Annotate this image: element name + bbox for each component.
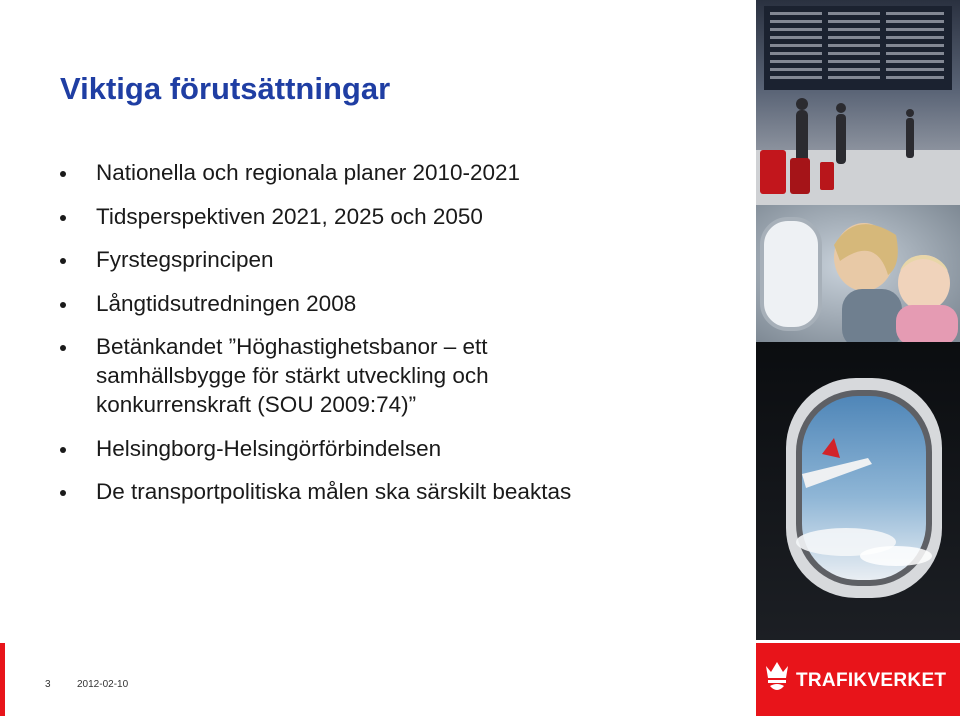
bullet-dot-icon xyxy=(60,171,66,177)
trafikverket-logo xyxy=(762,658,952,698)
bullet-text: Helsingborg-Helsingörförbindelsen xyxy=(96,435,442,461)
bullet-item xyxy=(60,477,740,506)
bullet-dot-icon xyxy=(60,490,66,496)
mother-and-child-at-airplane-window-photo xyxy=(756,205,960,342)
slide-title: Viktiga förutsättningar xyxy=(60,71,391,106)
airplane-window-view-photo xyxy=(756,342,960,640)
bullet-item xyxy=(60,434,740,463)
airport-departure-hall-photo xyxy=(756,0,960,205)
bullet-text: Tidsperspektiven 2021, 2025 och 2050 xyxy=(96,203,483,229)
bullet-text: Långtidsutredningen 2008 xyxy=(96,290,357,316)
bullet-item xyxy=(60,245,740,274)
bullet-dot-icon xyxy=(60,345,66,351)
bullet-item xyxy=(60,289,740,318)
bullet-dot-icon xyxy=(60,258,66,264)
bullet-item xyxy=(60,158,740,187)
bullet-text-line: samhällsbygge för stärkt utveckling och xyxy=(96,363,489,388)
footer-date: 2012-02-10 xyxy=(77,679,129,690)
bullet-text-line: konkurrenskraft (SOU 2009:74)” xyxy=(96,392,417,417)
bullet-item xyxy=(60,202,740,231)
bullet-list xyxy=(60,158,740,521)
footer-panel xyxy=(5,643,756,716)
bullet-dot-icon xyxy=(60,215,66,221)
bullet-text-line: Betänkandet ”Höghastighetsbanor – ett xyxy=(96,334,488,359)
photo-column xyxy=(756,0,960,640)
bullet-text: Nationella och regionala planer 2010-2021 xyxy=(96,160,521,185)
bullet-text: Fyrstegsprincipen xyxy=(96,247,274,272)
logo-text: TRAFIKVERKET xyxy=(796,670,947,691)
page-number: 3 xyxy=(45,679,51,690)
bullet-item xyxy=(60,332,740,419)
bullet-dot-icon xyxy=(60,447,66,453)
crown-icon xyxy=(762,658,792,698)
bullet-text: De transportpolitiska målen ska särskilt beaktas xyxy=(96,479,572,504)
bullet-dot-icon xyxy=(60,302,66,308)
